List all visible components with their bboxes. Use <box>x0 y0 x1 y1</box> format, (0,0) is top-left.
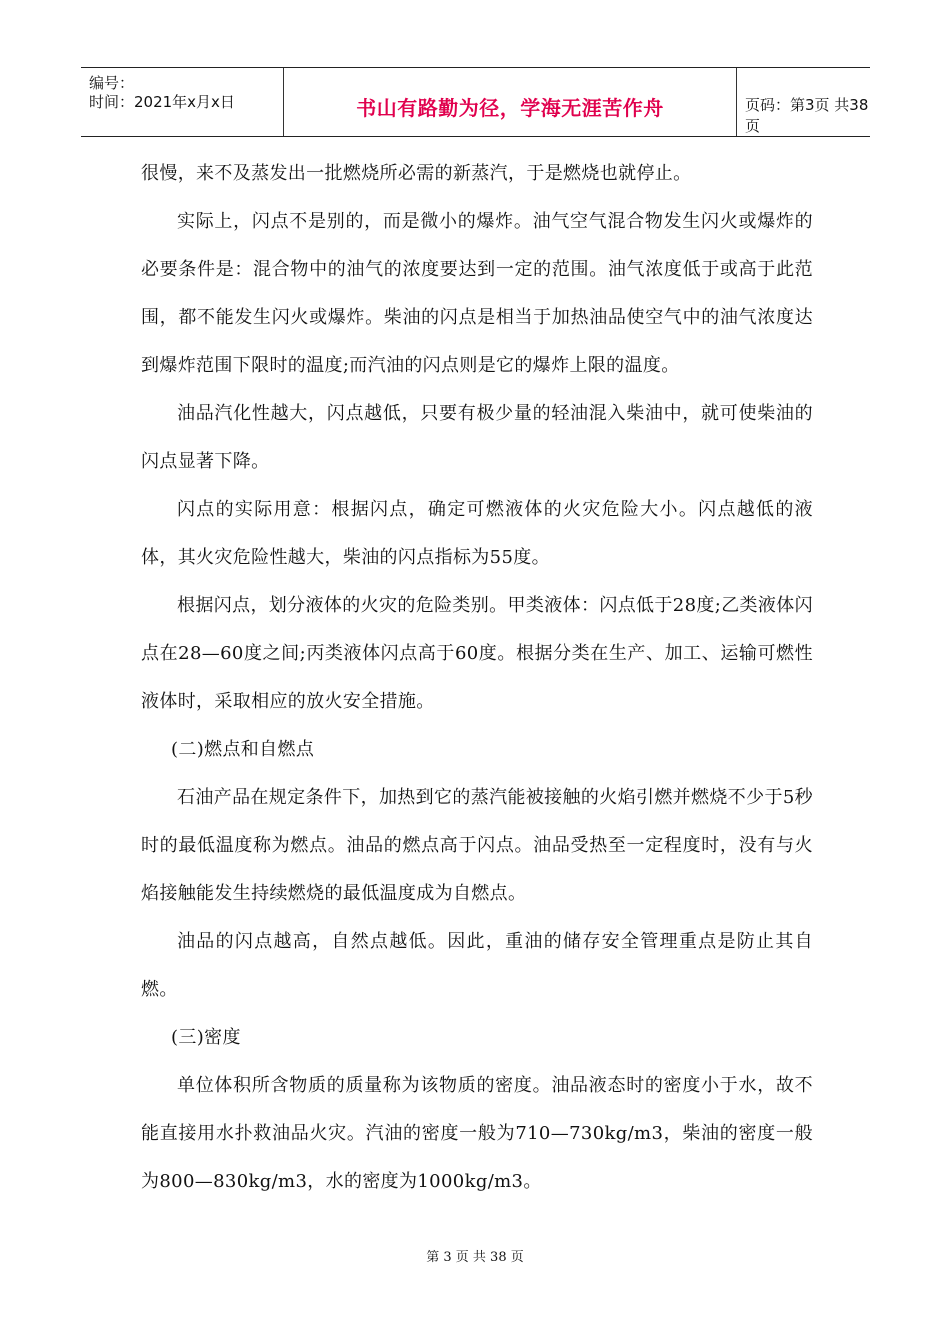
paragraph: 闪点的实际用意：根据闪点，确定可燃液体的火灾危险大小。闪点越低的液体，其火灾危险性越大，柴油的闪点指标为55度。 <box>141 499 813 568</box>
paragraph: 油品的闪点越高，自然点越低。因此，重油的储存安全管理重点是防止其自燃。 <box>141 931 813 1000</box>
serial-label: 编号： <box>89 74 135 92</box>
header-info-cell <box>81 68 284 136</box>
motto: 书山有路勤为径，学海无涯苦作舟 <box>356 96 664 120</box>
paragraph: 石油产品在规定条件下，加热到它的蒸汽能被接触的火焰引燃并燃烧不少于5秒时的最低温度称为燃点。油品的燃点高于闪点。油品受热至一定程度时，没有与火焰接触能发生持续燃烧的最低温度成为自燃点。 <box>141 787 813 904</box>
paragraph: 单位体积所含物质的质量称为该物质的密度。油品液态时的密度小于水，故不能直接用水扑救油品火灾。汽油的密度一般为710—730kg/m3，柴油的密度一般为800—830kg/m3，水的密度为1000kg/m3。 <box>141 1075 813 1192</box>
paragraph: 根据闪点，划分液体的火灾的危险类别。甲类液体：闪点低于28度;乙类液体闪点在28—60度之间;丙类液体闪点高于60度。根据分类在生产、加工、运输可燃性液体时，采取相应的放火安全措施。 <box>141 595 813 712</box>
header-page-label: 页码：第3页 共38页 <box>745 96 869 135</box>
section-heading: (二)燃点和自燃点 <box>171 739 315 760</box>
header-table <box>81 67 870 137</box>
paragraph: 油品汽化性越大，闪点越低，只要有极少量的轻油混入柴油中，就可使柴油的闪点显著下降。 <box>141 403 813 472</box>
time-label: 时间：2021年x月x日 <box>89 93 235 111</box>
section-heading: (三)密度 <box>171 1027 241 1048</box>
paragraph: 实际上，闪点不是别的，而是微小的爆炸。油气空气混合物发生闪火或爆炸的必要条件是：混合物中的油气的浓度要达到一定的范围。油气浓度低于或高于此范围，都不能发生闪火或爆炸。柴油的闪点是相当于加热油品使空气中的油气浓度达到爆炸范围下限时的温度;而汽油的闪点则是它的爆炸上限的温度。 <box>141 211 813 376</box>
page-footer: 第 3 页 共 38 页 <box>426 1250 524 1265</box>
document-body <box>141 150 813 1206</box>
header-page-cell <box>737 68 870 136</box>
paragraph-continuation: 很慢，来不及蒸发出一批燃烧所必需的新蒸汽，于是燃烧也就停止。 <box>141 163 692 184</box>
header-motto-cell <box>284 68 737 136</box>
